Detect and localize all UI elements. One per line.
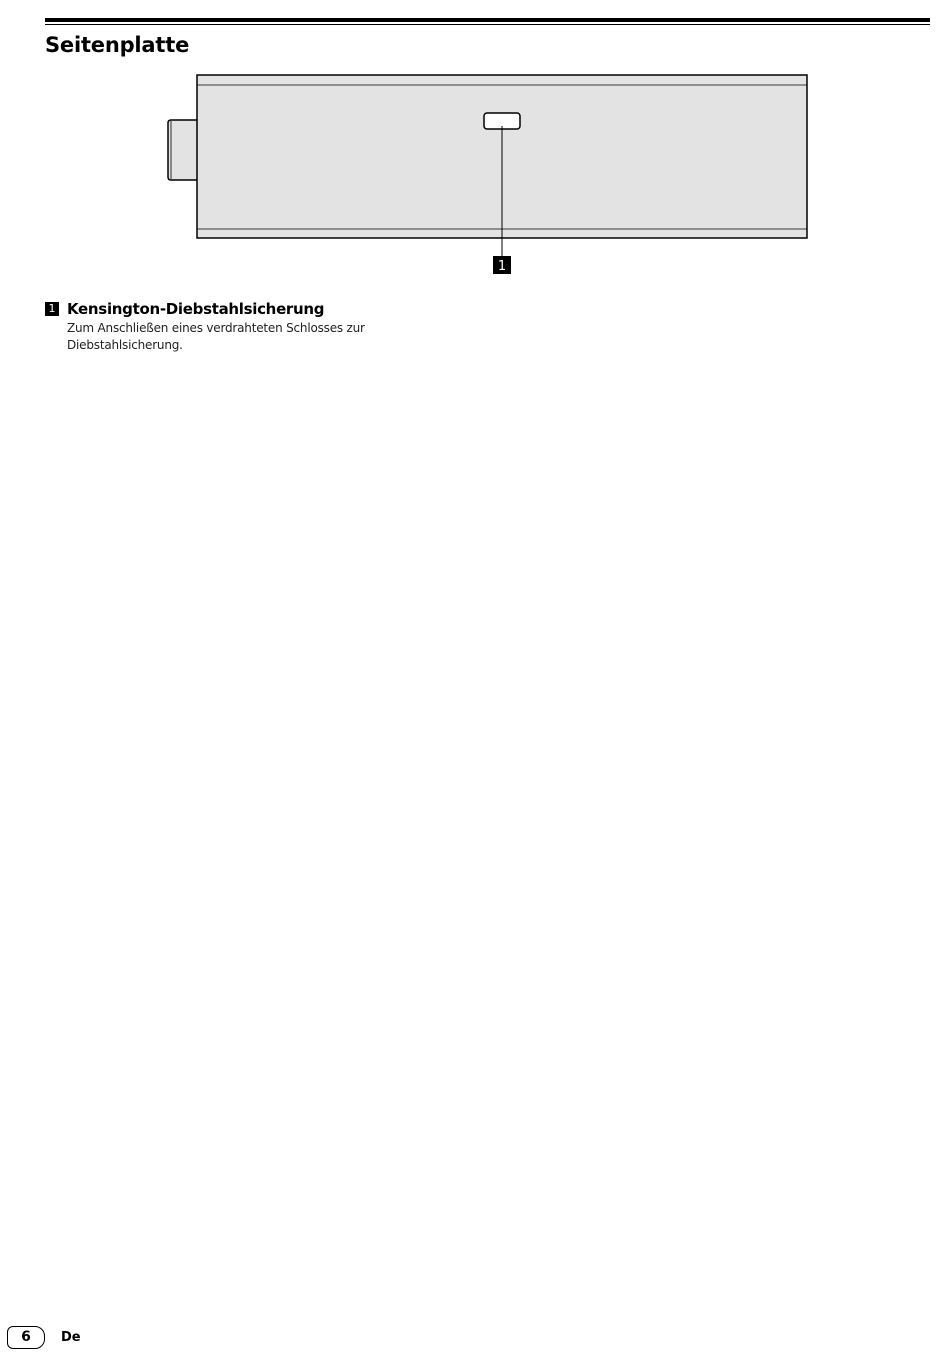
language-code: De xyxy=(61,1330,81,1345)
item-number-badge: 1 xyxy=(45,302,59,316)
panel-protrusion xyxy=(168,120,197,180)
page-footer xyxy=(7,1326,207,1350)
page-number: 6 xyxy=(7,1326,45,1349)
section-title: Seitenplatte xyxy=(45,33,190,57)
callout-number: 1 xyxy=(497,259,507,274)
side-panel-figure xyxy=(0,0,950,300)
side-panel-illustration xyxy=(0,0,950,300)
item-description: Zum Anschließen eines verdrahteten Schlosses zur Diebstahlsicherung. xyxy=(67,321,365,352)
item-title: Kensington-Diebstahlsicherung xyxy=(67,300,325,318)
